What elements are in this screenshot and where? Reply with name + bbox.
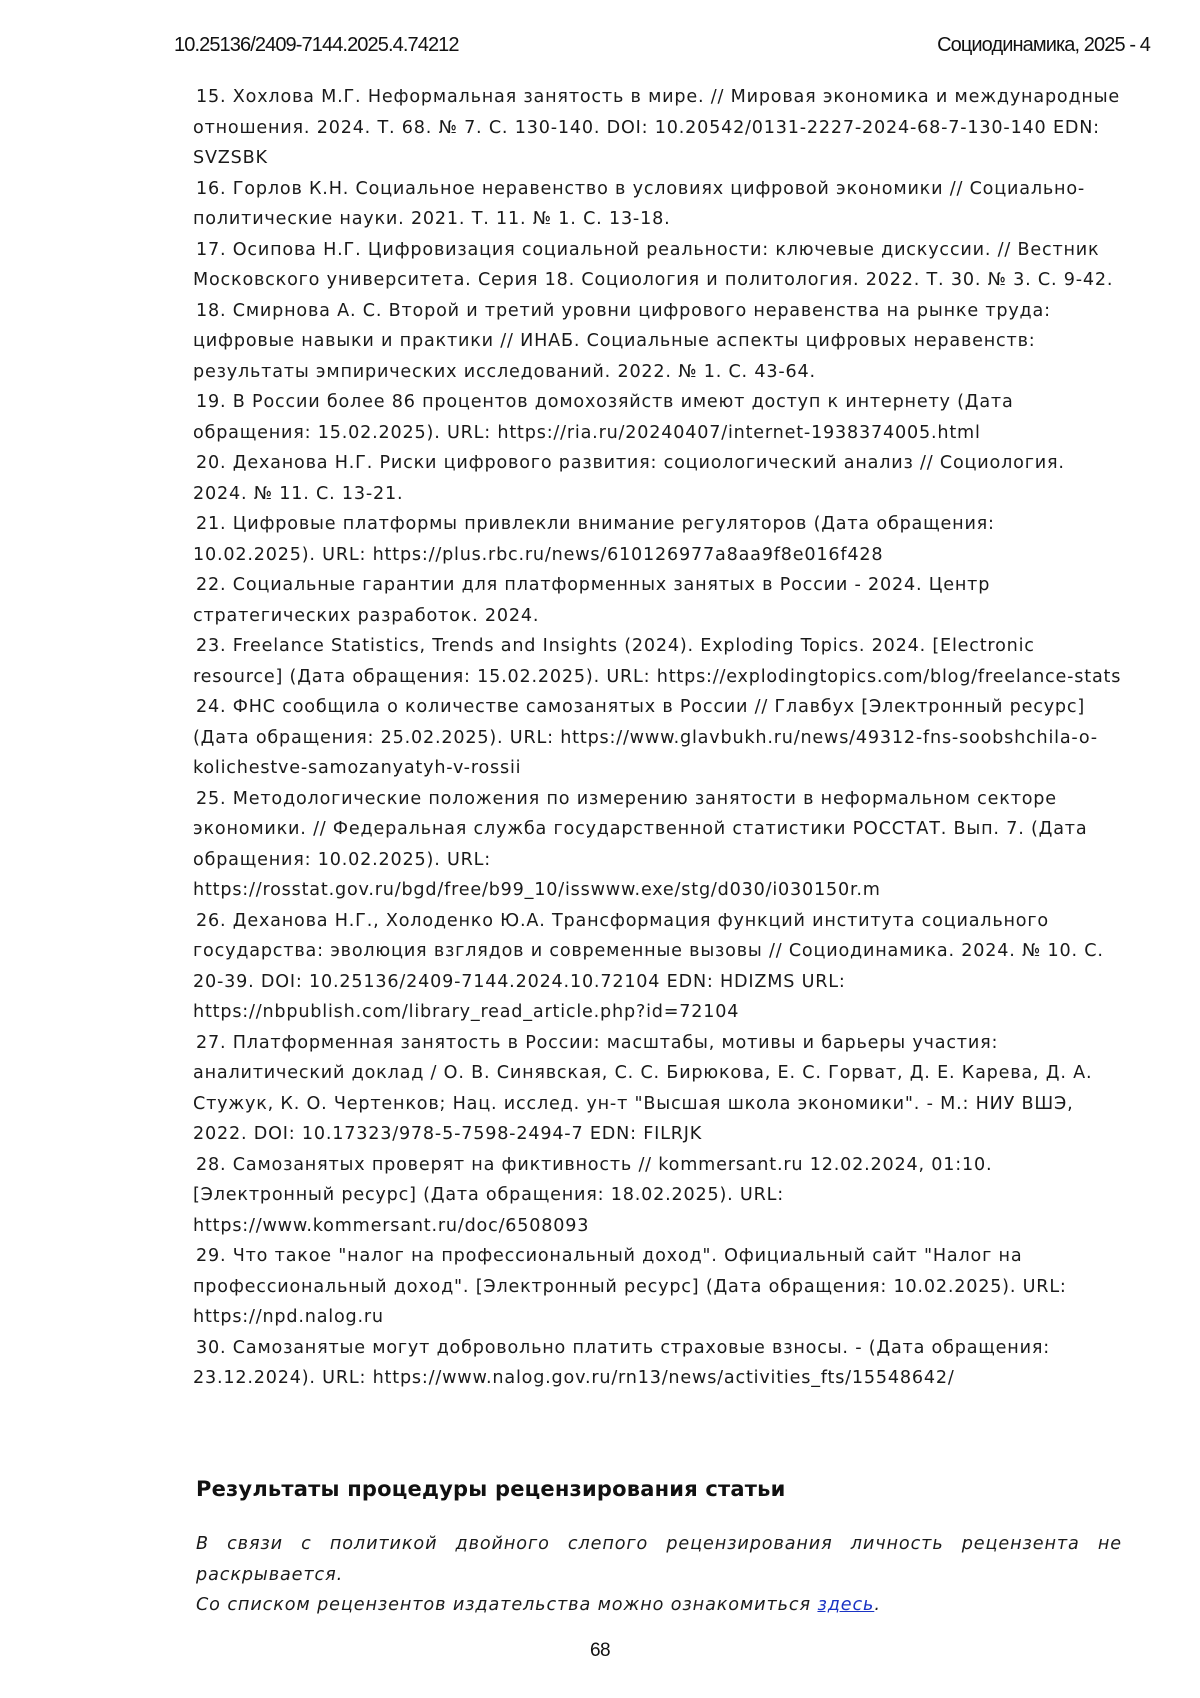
reference-item-21: 21. Цифровые платформы привлекли внимание регуляторов (Дата обращения: 10.02.2025). URL: https://plus.rbc.ru/news/610126977a8aa9f8e016f428	[193, 509, 1123, 570]
reference-item-27: 27. Платформенная занятость в России: масштабы, мотивы и барьеры участия: аналитический доклад / О. В. Синявская, С. С. Бирюкова, Е. С. Горват, Д. Е. Карева, Д. А. Стужук, К. О. Чертенков; Нац. исслед. ун-т "Высшая школа экономики". - М.: НИУ ВШЭ, 2022. DOI: 10.17323/978-5-7598-2494-7 EDN: FILRJK	[193, 1028, 1123, 1150]
reference-item-24: 24. ФНС сообщила о количестве самозанятых в России // Главбух [Электронный ресурс] (Дата обращения: 25.02.2025). URL: https://www.glavbukh.ru/news/49312-fns-soobshchila-o-kolichestve-samozanyatyh-v-rossii	[193, 692, 1123, 784]
reference-item-19: 19. В России более 86 процентов домохозяйств имеют доступ к интернету (Дата обращения: 15.02.2025). URL: https://ria.ru/20240407/internet-1938374005.html	[193, 387, 1123, 448]
reference-item-20: 20. Деханова Н.Г. Риски цифрового развития: социологический анализ // Социология. 2024. № 11. С. 13-21.	[193, 448, 1123, 509]
reference-item-28: 28. Самозанятых проверят на фиктивность // kommersant.ru 12.02.2024, 01:10. [Электронный ресурс] (Дата обращения: 18.02.2025). URL: https://www.kommersant.ru/doc/6508093	[193, 1150, 1123, 1242]
reviewers-list-text: Со списком рецензентов издательства можно ознакомиться	[196, 1595, 817, 1615]
reference-item-25: 25. Методологические положения по измерению занятости в неформальном секторе экономики. // Федеральная служба государственной статистики РОССТАТ. Вып. 7. (Дата обращения: 10.02.2025). URL: https://rosstat.gov.ru/bgd/free/b99_10/isswww.exe/stg/d030/i030150r.m	[193, 784, 1123, 906]
review-section-body	[196, 1529, 1122, 1621]
running-header	[174, 34, 1150, 62]
reference-item-17: 17. Осипова Н.Г. Цифровизация социальной реальности: ключевые дискуссии. // Вестник Московского университета. Серия 18. Социология и политология. 2022. Т. 30. № 3. С. 9-42.	[193, 235, 1123, 296]
review-section-title: Результаты процедуры рецензирования статьи	[196, 1477, 786, 1501]
reference-item-15: 15. Хохлова М.Г. Неформальная занятость в мире. // Мировая экономика и международные отношения. 2024. Т. 68. № 7. С. 130-140. DOI: 10.20542/0131-2227-2024-68-7-130-140 EDN: SVZSBK	[193, 82, 1123, 174]
reference-item-22: 22. Социальные гарантии для платформенных занятых в России - 2024. Центр стратегических разработок. 2024.	[193, 570, 1123, 631]
reviewers-list-note	[196, 1590, 1122, 1621]
article-doi: 10.25136/2409-7144.2025.4.74212	[174, 34, 459, 57]
reference-item-29: 29. Что такое "налог на профессиональный доход". Официальный сайт "Налог на профессиональный доход". [Электронный ресурс] (Дата обращения: 10.02.2025). URL: https://npd.nalog.ru	[193, 1241, 1123, 1333]
reviewers-list-suffix: .	[874, 1595, 881, 1615]
reference-item-16: 16. Горлов К.Н. Социальное неравенство в условиях цифровой экономики // Социально-политические науки. 2021. Т. 11. № 1. С. 13-18.	[193, 174, 1123, 235]
reference-list	[193, 82, 1123, 1394]
journal-issue: Социодинамика, 2025 - 4	[937, 34, 1150, 57]
reference-item-18: 18. Смирнова А. С. Второй и третий уровни цифрового неравенства на рынке труда: цифровые навыки и практики // ИНАБ. Социальные аспекты цифровых неравенств: результаты эмпирических исследований. 2022. № 1. С. 43-64.	[193, 296, 1123, 388]
review-notice: В связи с политикой двойного слепого рецензирования личность рецензента не раскрывается.	[196, 1529, 1122, 1590]
reference-item-26: 26. Деханова Н.Г., Холоденко Ю.А. Трансформация функций института социального государства: эволюция взглядов и современные вызовы // Социодинамика. 2024. № 10. С. 20-39. DOI: 10.25136/2409-7144.2024.10.72104 EDN: HDIZMS URL: https://nbpublish.com/library_read_article.php?id=72104	[193, 906, 1123, 1028]
page-number: 68	[0, 1640, 1200, 1662]
reference-item-30: 30. Самозанятые могут добровольно платить страховые взносы. - (Дата обращения: 23.12.2024). URL: https://www.nalog.gov.ru/rn13/news/activities_fts/15548642/	[193, 1333, 1123, 1394]
reviewers-list-link[interactable]: здесь	[817, 1595, 874, 1615]
reference-item-23: 23. Freelance Statistics, Trends and Insights (2024). Exploding Topics. 2024. [Electronic resource] (Дата обращения: 15.02.2025). URL: https://explodingtopics.com/blog/freelance-stats	[193, 631, 1123, 692]
